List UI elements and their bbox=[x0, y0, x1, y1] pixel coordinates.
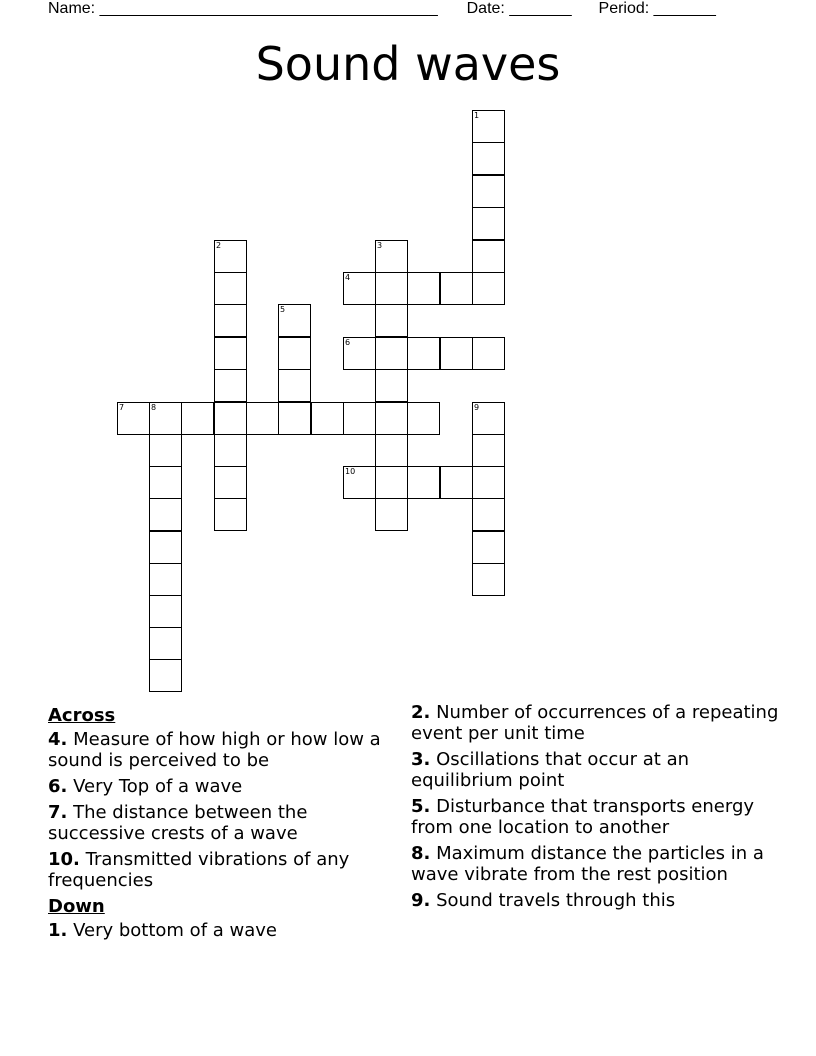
crossword-cell[interactable] bbox=[181, 402, 214, 435]
cell-number: 9 bbox=[474, 403, 480, 412]
crossword-cell[interactable] bbox=[246, 402, 279, 435]
clue-text: Number of occurrences of a repeating event per unit time bbox=[411, 702, 779, 744]
crossword-cell[interactable] bbox=[278, 337, 311, 370]
crossword-cell[interactable] bbox=[214, 402, 247, 435]
crossword-cell[interactable] bbox=[149, 627, 182, 660]
crossword-cell[interactable] bbox=[472, 498, 505, 531]
crossword-cell[interactable] bbox=[214, 466, 247, 499]
period-field[interactable]: Period: _______ bbox=[598, 0, 716, 17]
clue-text: Very bottom of a wave bbox=[67, 920, 277, 941]
clue-number: 3. bbox=[411, 749, 431, 770]
crossword-cell[interactable] bbox=[407, 337, 440, 370]
crossword-cell[interactable] bbox=[278, 369, 311, 402]
crossword-cell[interactable] bbox=[149, 531, 182, 564]
clue-text: Maximum distance the particles in a wave vibrate from the rest position bbox=[411, 843, 764, 885]
crossword-cell[interactable] bbox=[149, 595, 182, 628]
clue-number: 1. bbox=[48, 920, 68, 941]
cell-number: 8 bbox=[151, 403, 157, 412]
clue-number: 4. bbox=[48, 729, 68, 750]
crossword-cell[interactable] bbox=[472, 110, 505, 143]
across-heading: Across bbox=[48, 705, 116, 726]
crossword-cell[interactable] bbox=[407, 272, 440, 305]
clue-number: 9. bbox=[411, 890, 431, 911]
crossword-cell[interactable] bbox=[214, 434, 247, 467]
crossword-cell[interactable] bbox=[472, 531, 505, 564]
crossword-cell[interactable] bbox=[375, 466, 408, 499]
clues-left-column bbox=[48, 702, 393, 946]
cell-number: 7 bbox=[119, 403, 125, 412]
crossword-cell[interactable] bbox=[440, 466, 473, 499]
crossword-cell[interactable] bbox=[375, 304, 408, 337]
crossword-cell[interactable] bbox=[472, 142, 505, 175]
crossword-cell[interactable] bbox=[407, 402, 440, 435]
cell-number: 5 bbox=[280, 305, 286, 314]
cell-number: 1 bbox=[474, 111, 480, 120]
crossword-cell[interactable] bbox=[278, 402, 311, 435]
crossword-cell[interactable] bbox=[472, 434, 505, 467]
crossword-cell[interactable] bbox=[375, 434, 408, 467]
clues-right-column bbox=[411, 702, 781, 916]
clue-text: The distance between the successive crests of a wave bbox=[48, 802, 308, 844]
crossword-cell[interactable] bbox=[407, 466, 440, 499]
crossword-cell[interactable] bbox=[117, 402, 150, 435]
crossword-cell[interactable] bbox=[343, 337, 376, 370]
crossword-cell[interactable] bbox=[472, 563, 505, 596]
crossword-cell[interactable] bbox=[149, 434, 182, 467]
crossword-cell[interactable] bbox=[149, 498, 182, 531]
crossword-cell[interactable] bbox=[343, 402, 376, 435]
crossword-cell[interactable] bbox=[375, 337, 408, 370]
page-title: Sound waves bbox=[255, 37, 561, 91]
clue-number: 5. bbox=[411, 796, 431, 817]
cell-number: 4 bbox=[345, 273, 351, 282]
down-heading: Down bbox=[48, 896, 105, 917]
clue-down-5 bbox=[411, 796, 781, 838]
crossword-cell[interactable] bbox=[440, 337, 473, 370]
crossword-cell[interactable] bbox=[214, 304, 247, 337]
clue-down-1 bbox=[48, 920, 393, 941]
crossword-cell[interactable] bbox=[440, 272, 473, 305]
crossword-cell[interactable] bbox=[149, 466, 182, 499]
crossword-cell[interactable] bbox=[472, 466, 505, 499]
crossword-cell[interactable] bbox=[472, 272, 505, 305]
crossword-cell[interactable] bbox=[149, 563, 182, 596]
clue-text: Very Top of a wave bbox=[67, 776, 243, 797]
crossword-cell[interactable] bbox=[343, 272, 376, 305]
crossword-cell[interactable] bbox=[472, 337, 505, 370]
crossword-cell[interactable] bbox=[149, 659, 182, 692]
crossword-cell[interactable] bbox=[214, 272, 247, 305]
name-field[interactable]: Name: ______________________________________ bbox=[48, 0, 438, 17]
crossword-cell[interactable] bbox=[278, 304, 311, 337]
clue-text: Measure of how high or how low a sound is perceived to be bbox=[48, 729, 381, 771]
crossword-cell[interactable] bbox=[472, 240, 505, 273]
clue-across-7 bbox=[48, 802, 393, 844]
crossword-cell[interactable] bbox=[214, 498, 247, 531]
clue-text: Transmitted vibrations of any frequencies bbox=[48, 849, 350, 891]
clue-down-2 bbox=[411, 702, 781, 744]
cell-number: 3 bbox=[377, 241, 383, 250]
crossword-cell[interactable] bbox=[375, 498, 408, 531]
clue-across-4 bbox=[48, 729, 393, 771]
clue-number: 8. bbox=[411, 843, 431, 864]
crossword-cell[interactable] bbox=[375, 240, 408, 273]
crossword-cell[interactable] bbox=[472, 207, 505, 240]
clue-text: Sound travels through this bbox=[430, 890, 676, 911]
clue-down-8 bbox=[411, 843, 781, 885]
cell-number: 2 bbox=[216, 241, 222, 250]
crossword-cell[interactable] bbox=[149, 402, 182, 435]
crossword-cell[interactable] bbox=[375, 402, 408, 435]
crossword-cell[interactable] bbox=[214, 337, 247, 370]
date-field[interactable]: Date: _______ bbox=[466, 0, 572, 17]
crossword-cell[interactable] bbox=[214, 240, 247, 273]
cell-number: 6 bbox=[345, 338, 351, 347]
crossword-cell[interactable] bbox=[214, 369, 247, 402]
clue-text: Oscillations that occur at an equilibrium point bbox=[411, 749, 690, 791]
crossword-cell[interactable] bbox=[375, 272, 408, 305]
clue-number: 10. bbox=[48, 849, 80, 870]
cell-number: 10 bbox=[345, 467, 356, 476]
crossword-cell[interactable] bbox=[343, 466, 376, 499]
crossword-cell[interactable] bbox=[375, 369, 408, 402]
clue-text: Disturbance that transports energy from one location to another bbox=[411, 796, 755, 838]
clue-number: 6. bbox=[48, 776, 68, 797]
clue-across-6 bbox=[48, 776, 393, 797]
clue-down-9 bbox=[411, 890, 781, 911]
clue-down-3 bbox=[411, 749, 781, 791]
crossword-cell[interactable] bbox=[472, 402, 505, 435]
crossword-cell[interactable] bbox=[311, 402, 344, 435]
clue-number: 7. bbox=[48, 802, 68, 823]
crossword-cell[interactable] bbox=[472, 175, 505, 208]
clue-across-10 bbox=[48, 849, 393, 891]
clue-number: 2. bbox=[411, 702, 431, 723]
